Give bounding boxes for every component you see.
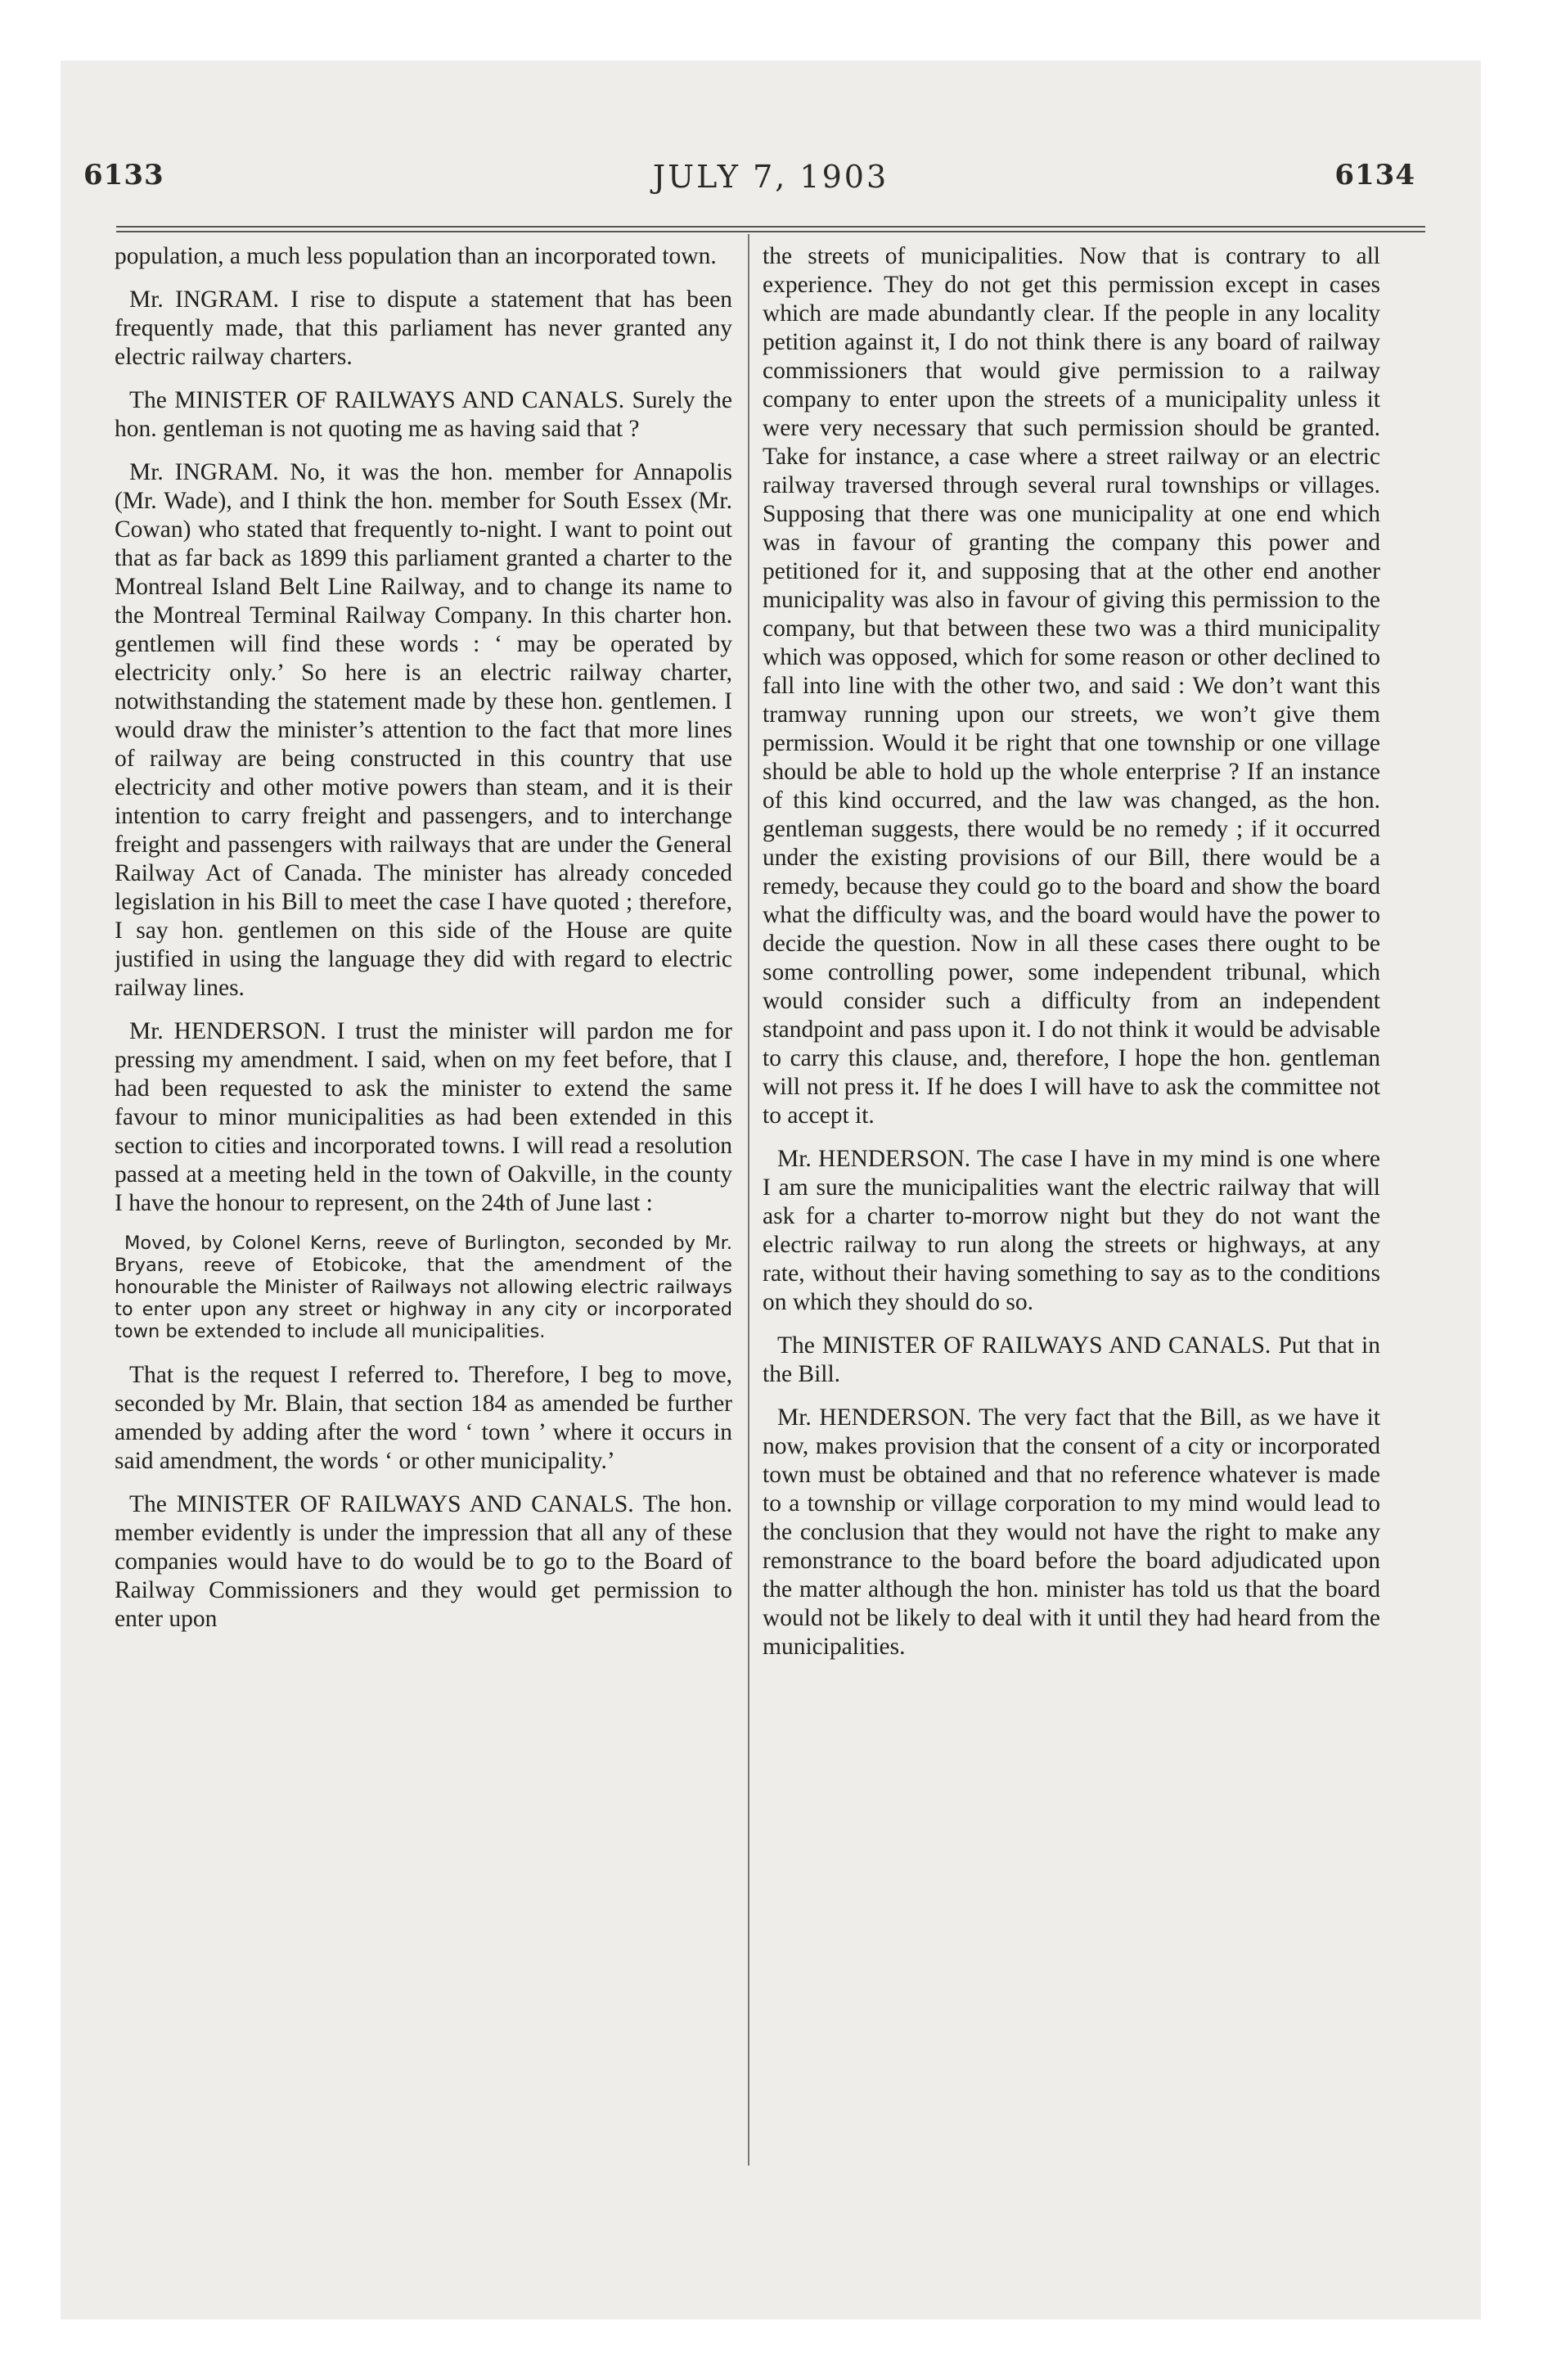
paragraph: The MINISTER OF RAILWAYS AND CANALS. Surely the hon. gentleman is not quoting me as having said that ? xyxy=(115,387,732,442)
paragraph: Mr. INGRAM. I rise to dispute a statement that has been frequently made, that this parliament has never granted any electric railway charters. xyxy=(115,286,732,370)
header-rule-bottom xyxy=(116,231,1425,232)
paragraph: Mr. HENDERSON. I trust the minister will pardon me for pressing my amendment. I said, when on my feet before, that I had been requested to ask the minister to extend the same favour to minor municipalities as had been extended in this section to cities and incorporated towns. I will read a resolution passed at a meeting held in the town of Oakville, in the county I have the honour to represent, on the 24th of June last : xyxy=(115,1018,732,1216)
paragraph: the streets of municipalities. Now that is contrary to all experience. They do not get this permission except in cases which are made abundantly clear. If the people in any locality petition against it, I do not think there is any board of railway commissioners that would give permission to a railway company to enter upon the streets of a municipality unless it were very necessary that such permission should be granted. Take for instance, a case where a street railway or an electric railway traversed through several rural townships or villages. Supposing that there was one municipality at one end which was in favour of granting the company this power and petitioned for it, and supposing that at the other end another municipality was also in favour of giving this permission to the company, but that between these two was a third municipality which was opposed, which for some reason or other declined to fall into line with the other two, and said : We don’t want this tramway running upon our streets, we won’t give them permission. Would it be right that one township or one village should be able to hold up the whole enterprise ? If an instance of this kind occurred, and the law was changed, as the hon. gentleman suggests, there would be no remedy ; if it occurred under the existing provisions of our Bill, there would be a remedy, because they could go to the board and show the board what the difficulty was, and the board would have the power to decide the question. Now in all these cases there ought to be some controlling power, some independent tribunal, which would consider such a difficulty from an independent standpoint and pass upon it. I do not think it would be advisable to carry this clause, and, therefore, I hope the hon. gentleman will not press it. If he does I will have to ask the committee not to accept it. xyxy=(763,243,1380,1129)
page-date: JULY 7, 1903 xyxy=(652,159,889,195)
quoted-resolution: Moved, by Colonel Kerns, reeve of Burlington, seconded by Mr. Bryans, reeve of Etobicoke, that the amendment of the honourable the Minister of Railways not allowing electric railways to enter upon any street or highway in any city or incorporated town be extended to include all municipalities. xyxy=(115,1233,732,1342)
left-page-number: 6133 xyxy=(83,159,164,192)
right-page-number: 6134 xyxy=(1334,159,1415,192)
paragraph: Mr. INGRAM. No, it was the hon. member for Annapolis (Mr. Wade), and I think the hon. member for South Essex (Mr. Cowan) who stated that frequently to-night. I want to point out that as far back as 1899 this parliament granted a charter to the Montreal Island Belt Line Railway, and to change its name to the Montreal Terminal Railway Company. In this charter hon. gentlemen will find these words : ‘ may be operated by electricity only.’ So here is an electric railway charter, notwithstanding the statement made by these hon. gentlemen. I would draw the minister’s attention to the fact that more lines of railway are being constructed in this country that use electricity and other motive powers than steam, and it is their intention to carry freight and passengers, and to interchange freight and passengers with railways that are under the General Railway Act of Canada. The minister has already conceded legislation in his Bill to meet the case I have quoted ; therefore, I say hon. gentlemen on this side of the House are quite justified in using the language they did with regard to electric railway lines. xyxy=(115,459,732,1001)
header-rule-top xyxy=(116,226,1425,228)
paragraph: The MINISTER OF RAILWAYS AND CANALS. Put that in the Bill. xyxy=(763,1332,1380,1387)
paragraph: population, a much less population than an incorporated town. xyxy=(115,243,717,269)
scanned-page xyxy=(61,61,1481,2319)
left-column xyxy=(115,242,732,2223)
paragraph: Mr. HENDERSON. The very fact that the Bill, as we have it now, makes provision that the consent of a city or incorporated town must be obtained and that no reference whatever is made to a township or village corporation to my mind would lead to the conclusion that they would not have the right to make any remonstrance to the board before the board adjudicated upon the matter although the hon. minister has told us that the board would not be likely to deal with it until they had heard from the municipalities. xyxy=(763,1404,1380,1660)
page-header xyxy=(61,159,1481,208)
paragraph: Mr. HENDERSON. The case I have in my mind is one where I am sure the municipalities want the electric railway that will ask for a charter to-morrow night but they do not want the electric railway to run along the streets or highways, at any rate, without their having something to say as to the conditions on which they should do so. xyxy=(763,1146,1380,1315)
paragraph: That is the request I referred to. Therefore, I beg to move, seconded by Mr. Blain, that section 184 as amended be further amended by adding after the word ‘ town ’ where it occurs in said amendment, the words ‘ or other municipality.’ xyxy=(115,1362,732,1474)
column-divider xyxy=(748,234,749,2166)
paragraph: The MINISTER OF RAILWAYS AND CANALS. The hon. member evidently is under the impression that all any of these companies would have to do would be to go to the Board of Railway Commissioners and they would get permission to enter upon xyxy=(115,1491,732,1632)
right-column xyxy=(763,242,1380,2223)
